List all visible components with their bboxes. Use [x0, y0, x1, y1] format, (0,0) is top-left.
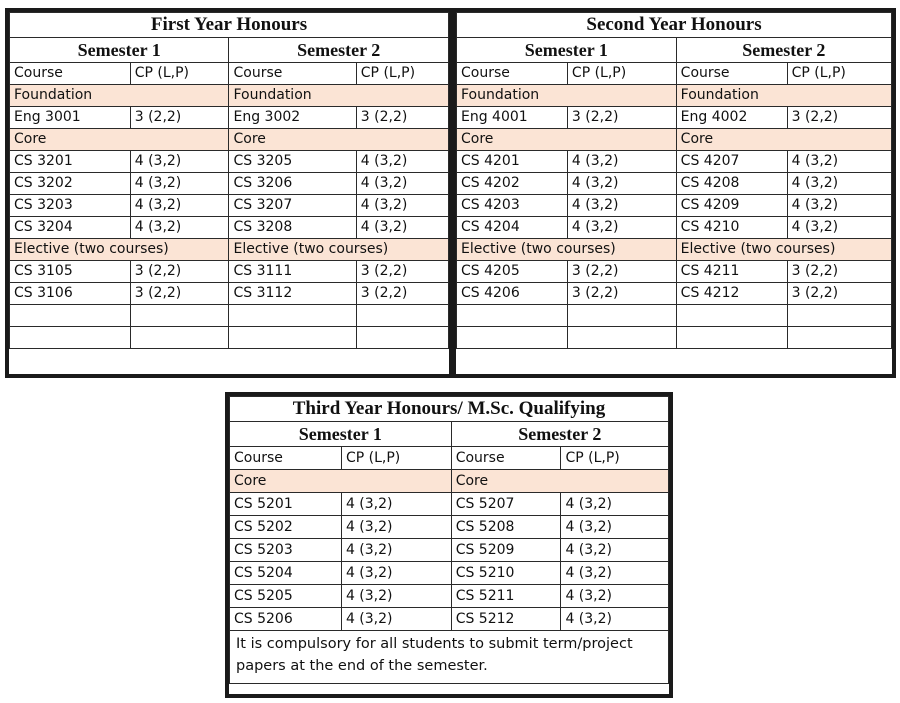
credit-points: 4 (3,2) — [567, 151, 676, 173]
credit-points: 4 (3,2) — [356, 195, 448, 217]
first-year-honours-table — [5, 8, 453, 378]
credit-points: 4 (3,2) — [787, 195, 891, 217]
table-row — [10, 283, 449, 305]
column-header-course: Course — [676, 63, 787, 85]
table-row — [10, 195, 449, 217]
category-core: Core — [229, 129, 449, 151]
column-header-cp: CP (L,P) — [787, 63, 891, 85]
semester-2-heading: Semester 2 — [451, 422, 668, 447]
course-code: CS 4201 — [457, 151, 568, 173]
column-header-cp: CP (L,P) — [356, 63, 448, 85]
table-row — [10, 261, 449, 283]
table-row — [230, 493, 669, 516]
category-foundation: Foundation — [457, 85, 677, 107]
year-title: Third Year Honours/ M.Sc. Qualifying — [230, 397, 669, 422]
course-code: CS 4210 — [676, 217, 787, 239]
course-code: CS 3111 — [229, 261, 356, 283]
credit-points: 4 (3,2) — [561, 608, 669, 631]
credit-points: 4 (3,2) — [356, 217, 448, 239]
course-code: CS 4206 — [457, 283, 568, 305]
credit-points: 3 (2,2) — [567, 283, 676, 305]
credit-points: 3 (2,2) — [130, 283, 229, 305]
course-code: CS 4207 — [676, 151, 787, 173]
course-code: CS 3201 — [10, 151, 131, 173]
course-code: Eng 4002 — [676, 107, 787, 129]
semester-1-heading: Semester 1 — [10, 38, 229, 63]
credit-points: 4 (3,2) — [341, 539, 451, 562]
credit-points: 4 (3,2) — [130, 195, 229, 217]
empty-row — [457, 327, 892, 349]
column-header-cp: CP (L,P) — [561, 447, 669, 470]
course-code: CS 5205 — [230, 585, 342, 608]
column-header-course: Course — [10, 63, 131, 85]
credit-points: 4 (3,2) — [787, 151, 891, 173]
credit-points: 3 (2,2) — [130, 261, 229, 283]
semester-1-heading: Semester 1 — [230, 422, 452, 447]
credit-points: 3 (2,2) — [567, 261, 676, 283]
course-code: CS 4203 — [457, 195, 568, 217]
course-code: CS 4211 — [676, 261, 787, 283]
credit-points: 4 (3,2) — [341, 493, 451, 516]
credit-points: 4 (3,2) — [567, 195, 676, 217]
semester-1-heading: Semester 1 — [457, 38, 677, 63]
credit-points: 4 (3,2) — [561, 585, 669, 608]
column-header-course: Course — [229, 63, 356, 85]
category-core: Core — [10, 129, 229, 151]
credit-points: 4 (3,2) — [561, 493, 669, 516]
course-code: CS 3203 — [10, 195, 131, 217]
category-foundation: Foundation — [676, 85, 891, 107]
credit-points: 4 (3,2) — [341, 562, 451, 585]
column-header-cp: CP (L,P) — [341, 447, 451, 470]
course-code: CS 5209 — [451, 539, 561, 562]
table-row — [457, 151, 892, 173]
course-code: CS 5212 — [451, 608, 561, 631]
course-code: CS 5201 — [230, 493, 342, 516]
credit-points: 4 (3,2) — [787, 217, 891, 239]
category-foundation: Foundation — [229, 85, 449, 107]
semester-2-heading: Semester 2 — [229, 38, 449, 63]
category-core: Core — [451, 470, 668, 493]
course-code: CS 3207 — [229, 195, 356, 217]
course-code: CS 4204 — [457, 217, 568, 239]
credit-points: 4 (3,2) — [567, 217, 676, 239]
course-code: CS 4205 — [457, 261, 568, 283]
credit-points: 3 (2,2) — [787, 283, 891, 305]
column-header-course: Course — [451, 447, 561, 470]
course-code: Eng 3002 — [229, 107, 356, 129]
course-code: CS 3106 — [10, 283, 131, 305]
table-row — [10, 151, 449, 173]
empty-row — [10, 305, 449, 327]
credit-points: 4 (3,2) — [561, 562, 669, 585]
table-row — [230, 516, 669, 539]
course-code: CS 5203 — [230, 539, 342, 562]
category-elective: Elective (two courses) — [10, 239, 229, 261]
table-row — [230, 562, 669, 585]
course-code: CS 3112 — [229, 283, 356, 305]
category-core: Core — [676, 129, 891, 151]
course-code: CS 5204 — [230, 562, 342, 585]
category-elective: Elective (two courses) — [457, 239, 677, 261]
course-code: CS 5206 — [230, 608, 342, 631]
course-code: CS 4212 — [676, 283, 787, 305]
credit-points: 4 (3,2) — [130, 217, 229, 239]
course-code: CS 5207 — [451, 493, 561, 516]
credit-points: 4 (3,2) — [356, 151, 448, 173]
course-code: CS 3206 — [229, 173, 356, 195]
category-elective: Elective (two courses) — [229, 239, 449, 261]
credit-points: 3 (2,2) — [356, 261, 448, 283]
requirement-note: It is compulsory for all students to submit term/project papers at the end of the semester. — [230, 631, 669, 684]
credit-points: 4 (3,2) — [567, 173, 676, 195]
category-foundation: Foundation — [10, 85, 229, 107]
course-code: CS 4209 — [676, 195, 787, 217]
credit-points: 3 (2,2) — [356, 283, 448, 305]
table-row — [10, 173, 449, 195]
credit-points: 4 (3,2) — [130, 173, 229, 195]
category-elective: Elective (two courses) — [676, 239, 891, 261]
credit-points: 4 (3,2) — [356, 173, 448, 195]
table-row — [457, 173, 892, 195]
column-header-course: Course — [457, 63, 568, 85]
credit-points: 4 (3,2) — [341, 516, 451, 539]
course-code: CS 3208 — [229, 217, 356, 239]
credit-points: 3 (2,2) — [567, 107, 676, 129]
table-row — [457, 283, 892, 305]
second-year-honours-table — [452, 8, 896, 378]
course-code: Eng 3001 — [10, 107, 131, 129]
course-code: CS 5208 — [451, 516, 561, 539]
semester-2-heading: Semester 2 — [676, 38, 891, 63]
credit-points: 3 (2,2) — [130, 107, 229, 129]
credit-points: 3 (2,2) — [787, 261, 891, 283]
year-title: Second Year Honours — [457, 13, 892, 38]
course-code: CS 3205 — [229, 151, 356, 173]
table-row — [457, 107, 892, 129]
credit-points: 4 (3,2) — [561, 516, 669, 539]
course-code: CS 5211 — [451, 585, 561, 608]
year-title: First Year Honours — [10, 13, 449, 38]
credit-points: 4 (3,2) — [561, 539, 669, 562]
credit-points: 4 (3,2) — [130, 151, 229, 173]
category-core: Core — [457, 129, 677, 151]
course-code: CS 4202 — [457, 173, 568, 195]
table-row — [457, 261, 892, 283]
credit-points: 4 (3,2) — [341, 585, 451, 608]
credit-points: 3 (2,2) — [356, 107, 448, 129]
table-row — [230, 539, 669, 562]
course-code: CS 4208 — [676, 173, 787, 195]
credit-points: 3 (2,2) — [787, 107, 891, 129]
course-code: CS 5210 — [451, 562, 561, 585]
course-code: Eng 4001 — [457, 107, 568, 129]
table-row — [10, 107, 449, 129]
table-row — [457, 195, 892, 217]
column-header-course: Course — [230, 447, 342, 470]
course-code: CS 3204 — [10, 217, 131, 239]
empty-row — [457, 305, 892, 327]
category-core: Core — [230, 470, 452, 493]
empty-row — [10, 327, 449, 349]
table-row — [230, 585, 669, 608]
third-year-honours-table — [225, 392, 673, 698]
course-code: CS 5202 — [230, 516, 342, 539]
column-header-cp: CP (L,P) — [567, 63, 676, 85]
table-row — [230, 608, 669, 631]
table-row — [457, 217, 892, 239]
course-code: CS 3105 — [10, 261, 131, 283]
credit-points: 4 (3,2) — [341, 608, 451, 631]
course-code: CS 3202 — [10, 173, 131, 195]
credit-points: 4 (3,2) — [787, 173, 891, 195]
table-row — [10, 217, 449, 239]
column-header-cp: CP (L,P) — [130, 63, 229, 85]
